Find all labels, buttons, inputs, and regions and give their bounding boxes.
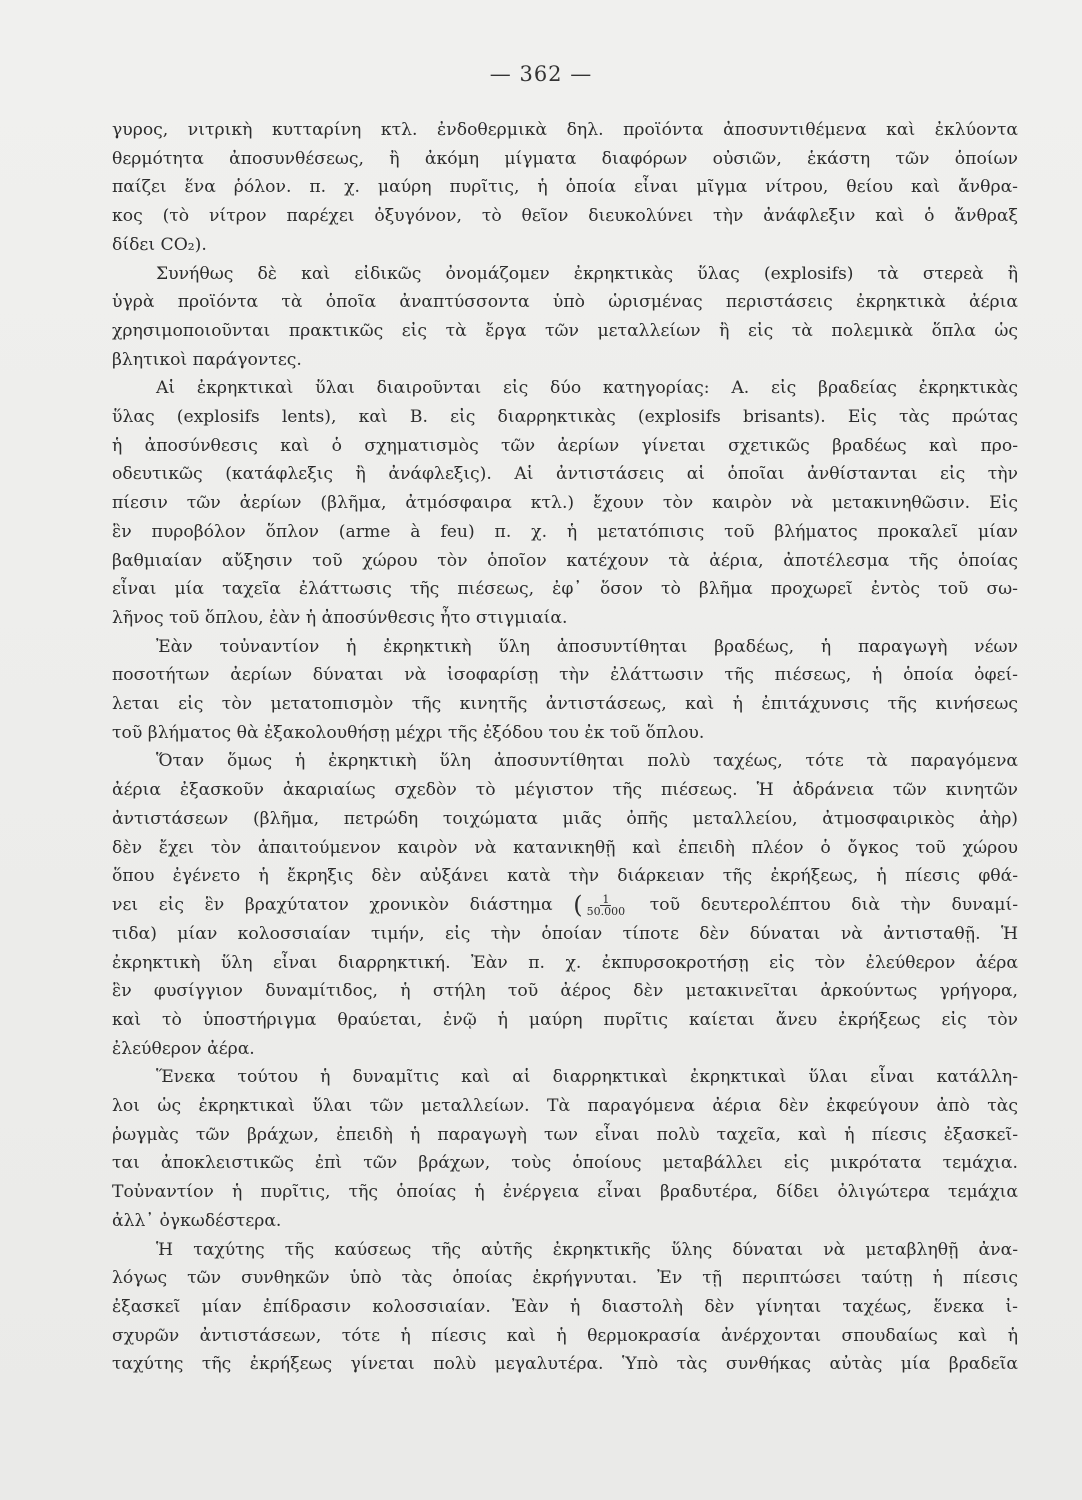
text-line: γυρος, νιτρικὴ κυτταρίνη κτλ. ἐνδοθερμικὰ δηλ. προϊόντα ἀποσυντιθέμενα καὶ ἐκλύοντα [112, 120, 1018, 140]
text-line: ἓν πυροβόλον ὅπλον (arme à feu) π. χ. ἡ μετατόπισις τοῦ βλήματος προκαλεῖ μίαν [112, 521, 1018, 542]
fraction-line-start: νει εἰς ἓν βραχύτατον χρονικὸν διάστημα [112, 894, 553, 915]
fraction-line-end: τοῦ δευτερολέπτου διὰ τὴν δυναμί- [649, 894, 1019, 915]
text-line: λῆνος τοῦ ὅπλου, ἐὰν ἡ ἀποσύνθεσις ἦτο στιγμιαία. [112, 607, 568, 628]
text-line: τοῦ βλήματος θὰ ἐξακολουθήσῃ μέχρι τῆς ἐξόδου του ἐκ τοῦ ὅπλου. [112, 722, 705, 743]
text-line: χρησιμοποιοῦνται πρακτικῶς εἰς τὰ ἔργα τῶν μεταλλείων ἢ εἰς τὰ πολεμικὰ ὅπλα ὡς [112, 320, 1018, 341]
text-line: Ἐὰν τοὐναντίον ἡ ἐκρηκτικὴ ὕλη ἀποσυντίθηται βραδέως, ἡ παραγωγὴ νέων [156, 636, 1018, 657]
text-line: ἡ ἀποσύνθεσις καὶ ὁ σχηματισμὸς τῶν ἀερίων γίνεται σχετικῶς βραδέως καὶ προ- [112, 435, 1018, 456]
fraction-denominator: 50.000 [586, 904, 626, 918]
paragraph [112, 116, 1018, 260]
paren-open: ( [573, 891, 583, 920]
text-line: ἐκρηκτικὴ ὕλη εἶναι διαρρηκτική. Ἐὰν π. χ. ἐκπυρσοκροτήσῃ εἰς τὸν ἐλεύθερον ἀέρα [112, 952, 1018, 973]
text-line: δίδει CO₂). [112, 234, 207, 255]
fraction [585, 894, 628, 917]
text-line: ἐλεύθερον ἀέρα. [112, 1038, 255, 1059]
text-line: Ἡ ταχύτης τῆς καύσεως τῆς αὐτῆς ἐκρηκτικῆς ὕλης δύναται νὰ μεταβληθῇ ἀνα- [156, 1239, 1018, 1260]
text-line: θερμότητα ἀποσυνθέσεως, ἢ ἀκόμη μίγματα διαφόρων οὐσιῶν, ἑκάστη τῶν ὁποίων [112, 148, 1018, 169]
text-line: ἀλλ᾽ ὀγκωδέστερα. [112, 1210, 282, 1231]
paragraph [112, 260, 1018, 375]
text-line: ται ἀποκλειστικῶς ἐπὶ τῶν βράχων, τοὺς ὁποίους μεταβάλλει εἰς μικρότατα τεμάχια. [112, 1153, 1018, 1174]
text-line: λοι ὡς ἐκρηκτικαὶ ὕλαι τῶν μεταλλείων. Τὰ παραγόμενα ἀέρια δὲν ἐκφεύγουν ἀπὸ τὰς [112, 1096, 1018, 1117]
page-number: — 362 — [489, 62, 593, 86]
paragraph [112, 1236, 1018, 1380]
text-line: ποσοτήτων ἀερίων δύναται νὰ ἰσοφαρίσῃ τὴν ἐλάττωσιν τῆς πιέσεως, ἡ ὁποία ὀφεί- [112, 665, 1018, 686]
text-line: δὲν ἔχει τὸν ἀπαιτούμενον καιρὸν νὰ κατανικηθῇ καὶ ἐπειδὴ πλέον ὁ ὄγκος τοῦ χώρου [112, 837, 1018, 858]
text-line: πίεσιν τῶν ἀερίων (βλῆμα, ἀτμόσφαιρα κτλ.) ἔχουν τὸν καιρὸν νὰ μετακινηθῶσιν. Εἰς [112, 493, 1018, 514]
text-line: ὕλας (explosifs lents), καὶ Β. εἰς διαρρηκτικὰς (explosifs brisants). Εἰς τὰς πρώτας [112, 407, 1018, 428]
text-line: ὅπου ἐγένετο ἡ ἔκρηξις δὲν αὐξάνει κατὰ τὴν διάρκειαν τῆς ἐκρήξεως, ἡ πίεσις φθά- [112, 866, 1018, 887]
text-line: ἀντιστάσεων (βλῆμα, πετρώδη τοιχώματα μιᾶς ὀπῆς μεταλλείου, ἀτμοσφαιρικὸς ἀὴρ) [112, 808, 1018, 829]
text-line: σχυρῶν ἀντιστάσεων, τότε ἡ πίεσις καὶ ἡ θερμοκρασία ἀνέρχονται σπουδαίως καὶ ἡ [112, 1325, 1018, 1346]
text-line: εἶναι μία ταχεῖα ἐλάττωσις τῆς πιέσεως, ἐφ᾽ ὅσον τὸ βλῆμα προχωρεῖ ἐντὸς τοῦ σω- [112, 579, 1018, 600]
text-line-with-fraction [112, 891, 1018, 920]
text-line: ταχύτης τῆς ἐκρήξεως γίνεται πολὺ μεγαλυτέρα. Ὑπὸ τὰς συνθήκας αὐτὰς μία βραδεῖα [112, 1354, 1018, 1375]
text-line: ἀέρια ἐξασκοῦν ἀκαριαίως σχεδὸν τὸ μέγιστον τῆς πιέσεως. Ἡ ἀδράνεια τῶν κινητῶν [112, 780, 1018, 801]
text-line: Αἱ ἐκρηκτικαὶ ὕλαι διαιροῦνται εἰς δύο κατηγορίας: Α. εἰς βραδείας ἐκρηκτικὰς [156, 378, 1018, 399]
text-line: ἓν φυσίγγιον δυναμίτιδος, ἡ στήλη τοῦ ἀέρος δὲν μετακινεῖται ἀρκούντως γρήγορα, [112, 981, 1018, 1002]
text-line: λόγως τῶν συνθηκῶν ὑπὸ τὰς ὁποίας ἐκρήγνυται. Ἐν τῇ περιπτώσει ταύτῃ ἡ πίεσις [112, 1268, 1018, 1289]
text-line: καὶ τὸ ὑποστήριγμα θραύεται, ἐνῷ ἡ μαύρη πυρῖτις καίεται ἄνευ ἐκρήξεως εἰς τὸν [112, 1009, 1018, 1030]
text-line: Ἕνεκα τούτου ἡ δυναμῖτις καὶ αἱ διαρρηκτικαὶ ἐκρηκτικαὶ ὕλαι εἶναι κατάλλη- [156, 1067, 1018, 1088]
paragraph [112, 633, 1018, 748]
text-line: ἐξασκεῖ μίαν ἐπίδρασιν κολοσσιαίαν. Ἐὰν ἡ διαστολὴ δὲν γίνηται ταχέως, ἕνεκα ἰ- [112, 1296, 1018, 1317]
paragraph [112, 374, 1018, 632]
text-line: παίζει ἕνα ῥόλον. π. χ. μαύρη πυρῖτις, ἡ ὁποία εἶναι μῖγμα νίτρου, θείου καὶ ἄνθρα- [112, 177, 1018, 198]
text-line: ὑγρὰ προϊόντα τὰ ὁποῖα ἀναπτύσσοντα ὑπὸ ὡρισμένας περιστάσεις ἐκρηκτικὰ ἀέρια [112, 292, 1018, 313]
body-text [112, 116, 1018, 1379]
text-line: οδευτικῶς (κατάφλεξις ἢ ἀνάφλεξις). Αἱ ἀντιστάσεις αἱ ὁποῖαι ἀνθίστανται εἰς τὴν [112, 464, 1018, 485]
text-line: λεται εἰς τὸν μετατοπισμὸν τῆς κινητῆς ἀντιστάσεως, καὶ ἡ ἐπιτάχυνσις τῆς κινήσεως [112, 694, 1018, 715]
text-line: τιδα) μίαν κολοσσιαίαν τιμήν, εἰς τὴν ὁποίαν τίποτε δὲν δύναται νὰ ἀντισταθῇ. Ἡ [112, 923, 1018, 944]
paragraph [112, 1063, 1018, 1235]
text-line: κος (τὸ νίτρον παρέχει ὀξυγόνον, τὸ θεῖον διευκολύνει τὴν ἀνάφλεξιν καὶ ὁ ἄνθραξ [112, 206, 1018, 227]
text-line: Ὅταν ὅμως ἡ ἐκρηκτικὴ ὕλη ἀποσυντίθηται πολὺ ταχέως, τότε τὰ παραγόμενα [156, 751, 1018, 772]
text-line: Τοὐναντίον ἡ πυρῖτις, τῆς ὁποίας ἡ ἐνέργεια εἶναι βραδυτέρα, δίδει ὀλιγώτερα τεμάχια [112, 1182, 1018, 1203]
text-line: βλητικοὶ παράγοντες. [112, 349, 302, 370]
text-line: ῥωγμὰς τῶν βράχων, ἐπειδὴ ἡ παραγωγὴ των εἶναι πολὺ ταχεῖα, καὶ ἡ πίεσις ἐξασκεῖ- [112, 1124, 1018, 1145]
fraction-numerator: 1 [602, 892, 610, 906]
text-line: βαθμιαίαν αὔξησιν τοῦ χώρου τὸν ὁποῖον κατέχουν τὰ ἀέρια, ἀποτέλεσμα τῆς ὁποίας [112, 550, 1018, 571]
paragraph [112, 747, 1018, 1063]
text-line: Συνήθως δὲ καὶ εἰδικῶς ὀνομάζομεν ἐκρηκτικὰς ὕλας (explosifs) τὰ στερεὰ ἢ [156, 263, 1018, 284]
